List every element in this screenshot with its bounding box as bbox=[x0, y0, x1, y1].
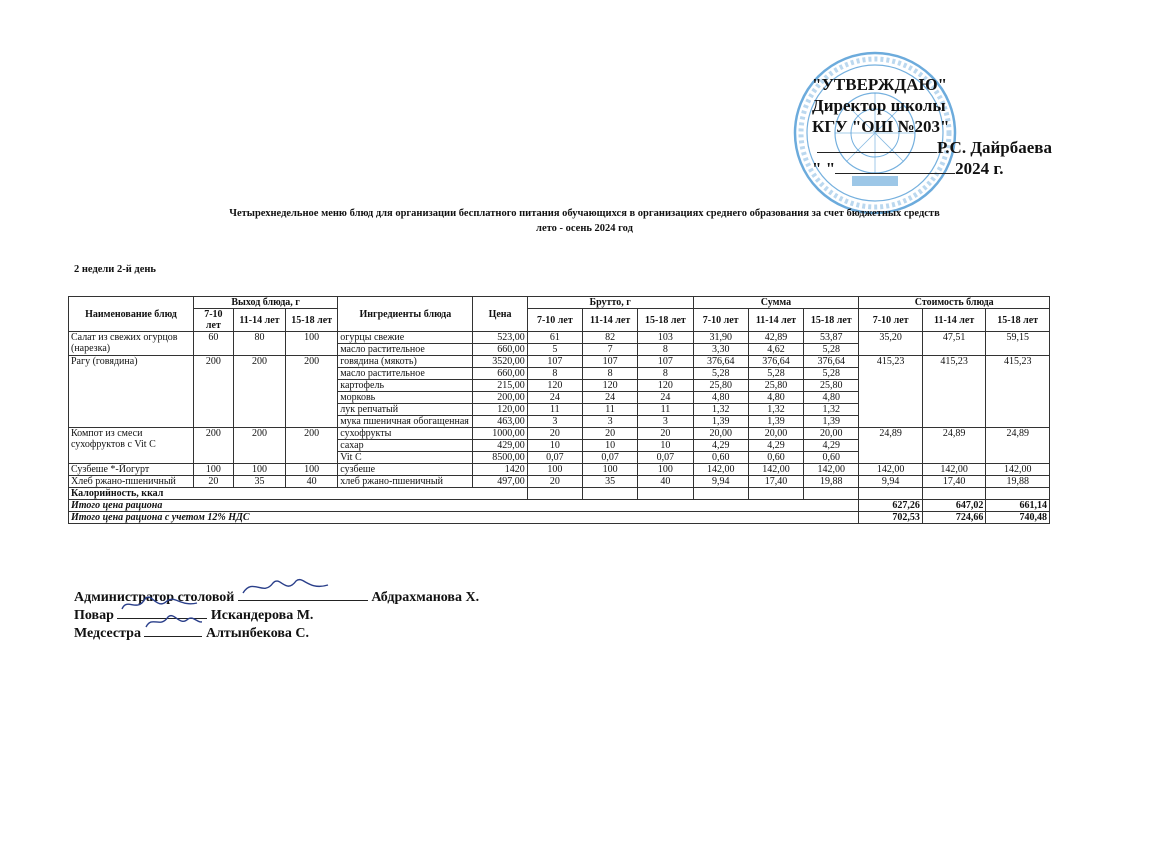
signature-name: Искандерова М. bbox=[207, 608, 314, 623]
ingredient-sum: 376,64 bbox=[748, 356, 803, 368]
approval-signatory bbox=[812, 137, 1132, 158]
ingredient-price: 497,00 bbox=[473, 476, 527, 488]
ingredient-brutto: 20 bbox=[527, 476, 582, 488]
approval-signatory-name: Р.С. Дайрбаева bbox=[937, 138, 1052, 157]
approval-date-year: 2024 г. bbox=[955, 159, 1004, 178]
ingredient-brutto: 11 bbox=[638, 404, 693, 416]
table-row bbox=[69, 464, 1050, 476]
ingredient-price: 200,00 bbox=[473, 392, 527, 404]
dish-cost: 59,15 bbox=[986, 332, 1050, 356]
ingredient-sum: 142,00 bbox=[804, 464, 859, 476]
header-age: 7-10 лет bbox=[859, 309, 922, 332]
ingredient-sum: 17,40 bbox=[748, 476, 803, 488]
ingredient-sum: 25,80 bbox=[748, 380, 803, 392]
ingredient-brutto: 100 bbox=[582, 464, 637, 476]
ingredient-name: масло растительное bbox=[338, 368, 473, 380]
ingredient-price: 463,00 bbox=[473, 416, 527, 428]
header-age: 15-18 лет bbox=[286, 309, 338, 332]
ingredient-sum: 5,28 bbox=[804, 368, 859, 380]
ingredient-price: 3520,00 bbox=[473, 356, 527, 368]
dish-output: 200 bbox=[193, 428, 233, 464]
ingredient-brutto: 0,07 bbox=[527, 452, 582, 464]
total-label: Итого цена рациона bbox=[69, 500, 859, 512]
ingredient-brutto: 107 bbox=[527, 356, 582, 368]
ingredient-sum: 4,80 bbox=[693, 392, 748, 404]
dish-output: 100 bbox=[286, 332, 338, 356]
ingredient-sum: 42,89 bbox=[748, 332, 803, 344]
dish-cost: 415,23 bbox=[859, 356, 922, 428]
handwritten-signature-icon bbox=[238, 572, 368, 602]
table-row bbox=[69, 332, 1050, 344]
dish-output: 200 bbox=[286, 428, 338, 464]
ingredient-brutto: 10 bbox=[582, 440, 637, 452]
ingredient-brutto: 11 bbox=[527, 404, 582, 416]
ingredient-sum: 4,62 bbox=[748, 344, 803, 356]
dish-name: Хлеб ржано-пшеничный bbox=[69, 476, 194, 488]
ingredient-brutto: 107 bbox=[582, 356, 637, 368]
ingredient-brutto: 120 bbox=[582, 380, 637, 392]
week-label: 2 недели 2-й день bbox=[74, 264, 156, 275]
dish-name: Компот из смеси сухофруктов с Vit C bbox=[69, 428, 194, 464]
ingredient-sum: 1,39 bbox=[804, 416, 859, 428]
ingredient-brutto: 120 bbox=[527, 380, 582, 392]
ingredient-brutto: 107 bbox=[638, 356, 693, 368]
ingredient-brutto: 100 bbox=[638, 464, 693, 476]
ingredient-brutto: 7 bbox=[582, 344, 637, 356]
ingredient-sum: 1,32 bbox=[693, 404, 748, 416]
ingredient-sum: 20,00 bbox=[693, 428, 748, 440]
total-value: 647,02 bbox=[922, 500, 985, 512]
empty-cell bbox=[693, 488, 748, 500]
ingredient-sum: 4,29 bbox=[804, 440, 859, 452]
ingredient-price: 1420 bbox=[473, 464, 527, 476]
ingredient-name: морковь bbox=[338, 392, 473, 404]
header-age: 7-10 лет bbox=[693, 309, 748, 332]
ingredient-name: масло растительное bbox=[338, 344, 473, 356]
total-vat-row bbox=[69, 512, 1050, 524]
ingredient-sum: 5,28 bbox=[804, 344, 859, 356]
header-output: Выход блюда, г bbox=[193, 297, 337, 309]
ingredient-price: 8500,00 bbox=[473, 452, 527, 464]
ingredient-sum: 19,88 bbox=[804, 476, 859, 488]
ingredient-brutto: 61 bbox=[527, 332, 582, 344]
ingredient-brutto: 103 bbox=[638, 332, 693, 344]
document-title bbox=[0, 206, 1169, 236]
dish-output: 35 bbox=[233, 476, 285, 488]
header-sum: Сумма bbox=[693, 297, 859, 309]
ingredient-sum: 1,39 bbox=[748, 416, 803, 428]
dish-cost: 24,89 bbox=[986, 428, 1050, 464]
ingredient-sum: 3,30 bbox=[693, 344, 748, 356]
ingredient-brutto: 35 bbox=[582, 476, 637, 488]
approval-title: "УТВЕРЖДАЮ" bbox=[812, 75, 948, 94]
table-row bbox=[69, 476, 1050, 488]
ingredient-price: 215,00 bbox=[473, 380, 527, 392]
ingredient-sum: 4,80 bbox=[804, 392, 859, 404]
approval-date-prefix: " " bbox=[812, 159, 836, 178]
approval-organization: КГУ "ОШ №203" bbox=[812, 117, 950, 136]
signature-name: Абдрахманова Х. bbox=[367, 590, 480, 605]
dish-cost: 47,51 bbox=[922, 332, 985, 356]
calories-row bbox=[69, 488, 1050, 500]
dish-cost: 142,00 bbox=[986, 464, 1050, 476]
ingredient-sum: 31,90 bbox=[693, 332, 748, 344]
ingredient-brutto: 0,07 bbox=[638, 452, 693, 464]
empty-cell bbox=[804, 488, 859, 500]
ingredient-brutto: 8 bbox=[527, 368, 582, 380]
ingredient-price: 429,00 bbox=[473, 440, 527, 452]
ingredient-sum: 4,29 bbox=[693, 440, 748, 452]
ingredient-brutto: 40 bbox=[638, 476, 693, 488]
total-vat-value: 724,66 bbox=[922, 512, 985, 524]
approval-block bbox=[812, 74, 1132, 179]
ingredient-sum: 53,87 bbox=[804, 332, 859, 344]
empty-cell bbox=[638, 488, 693, 500]
dish-cost: 17,40 bbox=[922, 476, 985, 488]
signature-field bbox=[144, 622, 202, 637]
total-vat-value: 702,53 bbox=[859, 512, 922, 524]
dish-name: Сузбеше *-Йогурт bbox=[69, 464, 194, 476]
empty-cell bbox=[527, 488, 582, 500]
dish-cost: 415,23 bbox=[986, 356, 1050, 428]
ingredient-sum: 4,80 bbox=[748, 392, 803, 404]
signature-name: Алтынбекова С. bbox=[202, 626, 310, 641]
ingredient-price: 523,00 bbox=[473, 332, 527, 344]
ingredient-sum: 5,28 bbox=[693, 368, 748, 380]
dish-output: 100 bbox=[193, 464, 233, 476]
ingredient-name: огурцы свежие bbox=[338, 332, 473, 344]
header-price: Цена bbox=[473, 297, 527, 332]
ingredient-sum: 0,60 bbox=[748, 452, 803, 464]
dish-output: 200 bbox=[233, 428, 285, 464]
ingredient-name: картофель bbox=[338, 380, 473, 392]
header-row bbox=[69, 297, 1050, 309]
ingredient-sum: 25,80 bbox=[804, 380, 859, 392]
ingredient-price: 660,00 bbox=[473, 368, 527, 380]
dish-cost: 35,20 bbox=[859, 332, 922, 356]
total-value: 661,14 bbox=[986, 500, 1050, 512]
total-vat-value: 740,48 bbox=[986, 512, 1050, 524]
ingredient-brutto: 11 bbox=[582, 404, 637, 416]
ingredient-sum: 1,32 bbox=[804, 404, 859, 416]
ingredient-brutto: 8 bbox=[582, 368, 637, 380]
dish-output: 200 bbox=[233, 356, 285, 428]
menu-table bbox=[68, 296, 1050, 524]
ingredient-price: 120,00 bbox=[473, 404, 527, 416]
ingredient-brutto: 24 bbox=[582, 392, 637, 404]
ingredient-brutto: 100 bbox=[527, 464, 582, 476]
ingredient-sum: 0,60 bbox=[693, 452, 748, 464]
ingredient-brutto: 3 bbox=[638, 416, 693, 428]
dish-output: 200 bbox=[193, 356, 233, 428]
ingredient-name: сузбеше bbox=[338, 464, 473, 476]
title-season: лето - осень 2024 год bbox=[536, 223, 633, 234]
approval-position: Директор школы bbox=[812, 96, 946, 115]
signature-role: Администратор столовой bbox=[74, 590, 238, 605]
dish-cost: 415,23 bbox=[922, 356, 985, 428]
calories-label: Калорийность, ккал bbox=[69, 488, 528, 500]
empty-cell bbox=[922, 488, 985, 500]
ingredient-name: говядина (мякоть) bbox=[338, 356, 473, 368]
approval-date bbox=[812, 158, 1132, 179]
ingredient-name: лук репчатый bbox=[338, 404, 473, 416]
dish-output: 20 bbox=[193, 476, 233, 488]
header-age: 11-14 лет bbox=[582, 309, 637, 332]
ingredient-brutto: 24 bbox=[527, 392, 582, 404]
signature-line bbox=[74, 622, 309, 643]
dish-cost: 24,89 bbox=[922, 428, 985, 464]
ingredient-sum: 25,80 bbox=[693, 380, 748, 392]
empty-cell bbox=[986, 488, 1050, 500]
ingredient-sum: 20,00 bbox=[748, 428, 803, 440]
ingredient-price: 1000,00 bbox=[473, 428, 527, 440]
header-age: 15-18 лет bbox=[804, 309, 859, 332]
dish-cost: 142,00 bbox=[922, 464, 985, 476]
ingredient-brutto: 8 bbox=[638, 368, 693, 380]
ingredient-brutto: 82 bbox=[582, 332, 637, 344]
header-age: 15-18 лет bbox=[638, 309, 693, 332]
ingredient-name: Vit C bbox=[338, 452, 473, 464]
ingredient-sum: 9,94 bbox=[693, 476, 748, 488]
dish-cost: 24,89 bbox=[859, 428, 922, 464]
ingredient-brutto: 20 bbox=[638, 428, 693, 440]
dish-output: 60 bbox=[193, 332, 233, 356]
ingredient-name: сухофрукты bbox=[338, 428, 473, 440]
dish-output: 40 bbox=[286, 476, 338, 488]
ingredient-brutto: 24 bbox=[638, 392, 693, 404]
title-main: Четырехнедельное меню блюд для организации бесплатного питания обучающихся в организациях среднего образования за счет бюджетных средств bbox=[229, 208, 940, 219]
header-age: 11-14 лет bbox=[922, 309, 985, 332]
ingredient-brutto: 120 bbox=[638, 380, 693, 392]
header-age: 11-14 лет bbox=[748, 309, 803, 332]
header-age: 15-18 лет bbox=[986, 309, 1050, 332]
total-value: 627,26 bbox=[859, 500, 922, 512]
signature-role: Повар bbox=[74, 608, 118, 623]
dish-output: 100 bbox=[286, 464, 338, 476]
ingredient-brutto: 8 bbox=[638, 344, 693, 356]
dish-output: 80 bbox=[233, 332, 285, 356]
signature-field bbox=[238, 586, 368, 601]
dish-output: 100 bbox=[233, 464, 285, 476]
empty-cell bbox=[859, 488, 922, 500]
ingredient-sum: 5,28 bbox=[748, 368, 803, 380]
header-cost: Стоимость блюда bbox=[859, 297, 1050, 309]
dish-output: 200 bbox=[286, 356, 338, 428]
ingredient-brutto: 3 bbox=[527, 416, 582, 428]
header-age: 7-10 лет bbox=[193, 309, 233, 332]
ingredient-name: мука пшеничная обогащенная bbox=[338, 416, 473, 428]
header-ingredients: Ингредиенты блюда bbox=[338, 297, 473, 332]
header-age: 11-14 лет bbox=[233, 309, 285, 332]
ingredient-sum: 142,00 bbox=[748, 464, 803, 476]
ingredient-brutto: 0,07 bbox=[582, 452, 637, 464]
ingredient-sum: 0,60 bbox=[804, 452, 859, 464]
total-vat-label: Итого цена рациона с учетом 12% НДС bbox=[69, 512, 859, 524]
dish-cost: 19,88 bbox=[986, 476, 1050, 488]
ingredient-sum: 1,39 bbox=[693, 416, 748, 428]
dish-name: Рагу (говядина) bbox=[69, 356, 194, 428]
ingredient-brutto: 10 bbox=[527, 440, 582, 452]
dish-name: Салат из свежих огурцов (нарезка) bbox=[69, 332, 194, 356]
ingredient-brutto: 20 bbox=[527, 428, 582, 440]
ingredient-name: сахар bbox=[338, 440, 473, 452]
header-row bbox=[69, 309, 1050, 332]
ingredient-sum: 142,00 bbox=[693, 464, 748, 476]
ingredient-sum: 4,29 bbox=[748, 440, 803, 452]
total-row bbox=[69, 500, 1050, 512]
handwritten-signature-icon bbox=[144, 608, 202, 638]
ingredient-price: 660,00 bbox=[473, 344, 527, 356]
header-age: 7-10 лет bbox=[527, 309, 582, 332]
table-row bbox=[69, 356, 1050, 368]
empty-cell bbox=[582, 488, 637, 500]
header-brutto: Брутто, г bbox=[527, 297, 693, 309]
table-row bbox=[69, 428, 1050, 440]
signature-role: Медсестра bbox=[74, 626, 145, 641]
ingredient-sum: 20,00 bbox=[804, 428, 859, 440]
ingredient-brutto: 20 bbox=[582, 428, 637, 440]
ingredient-sum: 1,32 bbox=[748, 404, 803, 416]
dish-cost: 9,94 bbox=[859, 476, 922, 488]
ingredient-brutto: 5 bbox=[527, 344, 582, 356]
ingredient-brutto: 3 bbox=[582, 416, 637, 428]
header-dish: Наименование блюд bbox=[69, 297, 194, 332]
ingredient-sum: 376,64 bbox=[693, 356, 748, 368]
ingredient-name: хлеб ржано-пшеничный bbox=[338, 476, 473, 488]
ingredient-brutto: 10 bbox=[638, 440, 693, 452]
dish-cost: 142,00 bbox=[859, 464, 922, 476]
ingredient-sum: 376,64 bbox=[804, 356, 859, 368]
empty-cell bbox=[748, 488, 803, 500]
